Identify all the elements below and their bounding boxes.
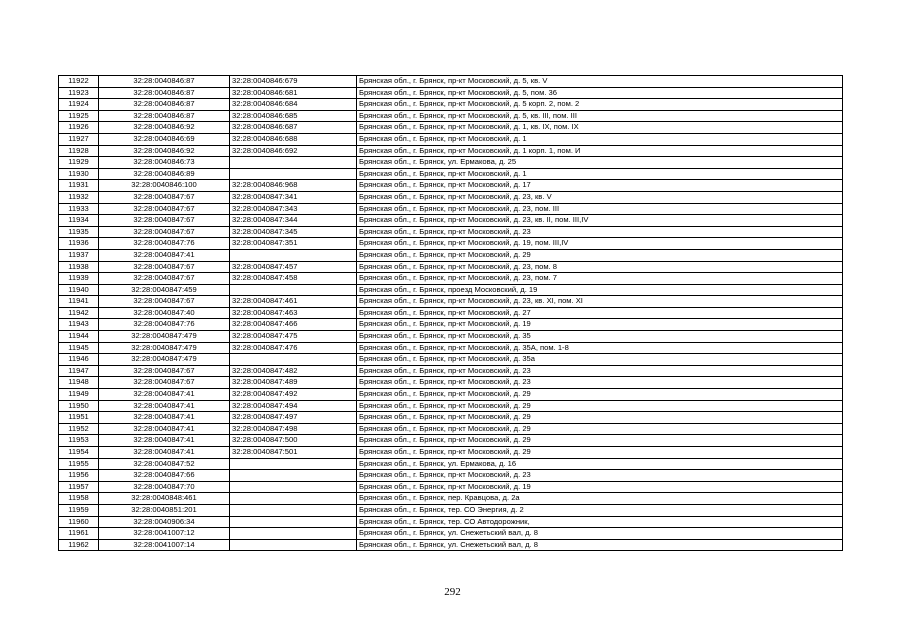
cadastral-number-cell: 32:28:0040847:466	[230, 319, 357, 331]
record-number-cell: 11942	[59, 307, 99, 319]
table-row	[59, 412, 843, 424]
cadastral-number-cell	[230, 504, 357, 516]
cadastral-number-cell	[230, 354, 357, 366]
record-number-cell: 11940	[59, 284, 99, 296]
parent-cadastral-number-cell: 32:28:0040846:87	[99, 76, 230, 88]
cadastral-number-cell	[230, 516, 357, 528]
cadastral-number-cell	[230, 481, 357, 493]
parent-cadastral-number-cell: 32:28:0041007:12	[99, 528, 230, 540]
parent-cadastral-number-cell: 32:28:0040847:479	[99, 331, 230, 343]
table-row	[59, 435, 843, 447]
record-number-cell: 11946	[59, 354, 99, 366]
table-row	[59, 203, 843, 215]
address-cell: Брянская обл., г. Брянск, пр-кт Московский, д. 17	[357, 180, 843, 192]
table-row	[59, 145, 843, 157]
table-row	[59, 447, 843, 459]
parent-cadastral-number-cell: 32:28:0040846:73	[99, 157, 230, 169]
address-cell: Брянская обл., г. Брянск, ул. Снежетьский вал, д. 8	[357, 539, 843, 551]
parent-cadastral-number-cell: 32:28:0040851:201	[99, 504, 230, 516]
address-cell: Брянская обл., г. Брянск, ул. Ермакова, д. 25	[357, 157, 843, 169]
address-cell: Брянская обл., г. Брянск, проезд Московский, д. 19	[357, 284, 843, 296]
address-cell: Брянская обл., г. Брянск, пр-кт Московский, д. 29	[357, 423, 843, 435]
table-row	[59, 331, 843, 343]
parent-cadastral-number-cell: 32:28:0040847:41	[99, 412, 230, 424]
record-number-cell: 11962	[59, 539, 99, 551]
address-cell: Брянская обл., г. Брянск, пр-кт Московский, д. 29	[357, 389, 843, 401]
parent-cadastral-number-cell: 32:28:0040847:41	[99, 400, 230, 412]
record-number-cell: 11953	[59, 435, 99, 447]
parent-cadastral-number-cell: 32:28:0040847:67	[99, 191, 230, 203]
address-cell: Брянская обл., г. Брянск, пр-кт Московский, д. 29	[357, 400, 843, 412]
cadastral-number-cell: 32:28:0040847:501	[230, 447, 357, 459]
address-cell: Брянская обл., г. Брянск, пр-кт Московский, д. 23, пом. III	[357, 203, 843, 215]
address-cell: Брянская обл., г. Брянск, ул. Ермакова, д. 16	[357, 458, 843, 470]
parent-cadastral-number-cell: 32:28:0040847:70	[99, 481, 230, 493]
record-number-cell: 11929	[59, 157, 99, 169]
record-number-cell: 11960	[59, 516, 99, 528]
address-cell: Брянская обл., г. Брянск, пер. Кравцова, д. 2а	[357, 493, 843, 505]
cadastral-number-cell: 32:28:0040847:457	[230, 261, 357, 273]
cadastral-number-cell: 32:28:0040846:692	[230, 145, 357, 157]
address-cell: Брянская обл., г. Брянск, пр-кт Московский, д. 23	[357, 377, 843, 389]
address-cell: Брянская обл., г. Брянск, пр-кт Московский, д. 35а	[357, 354, 843, 366]
table-row	[59, 191, 843, 203]
parent-cadastral-number-cell: 32:28:0040847:67	[99, 377, 230, 389]
record-number-cell: 11930	[59, 168, 99, 180]
record-number-cell: 11959	[59, 504, 99, 516]
cadastral-number-cell: 32:28:0040846:968	[230, 180, 357, 192]
cadastral-number-cell	[230, 249, 357, 261]
table-row	[59, 365, 843, 377]
parent-cadastral-number-cell: 32:28:0040847:67	[99, 226, 230, 238]
address-cell: Брянская обл., г. Брянск, пр-кт Московский, д. 23	[357, 226, 843, 238]
record-number-cell: 11924	[59, 99, 99, 111]
record-number-cell: 11937	[59, 249, 99, 261]
address-cell: Брянская обл., г. Брянск, пр-кт Московский, д. 29	[357, 435, 843, 447]
parent-cadastral-number-cell: 32:28:0040847:41	[99, 389, 230, 401]
cadastral-number-cell: 32:28:0040847:498	[230, 423, 357, 435]
record-number-cell: 11922	[59, 76, 99, 88]
cadastral-number-cell: 32:28:0040846:685	[230, 110, 357, 122]
parent-cadastral-number-cell: 32:28:0040847:459	[99, 284, 230, 296]
table-row	[59, 470, 843, 482]
table-row	[59, 133, 843, 145]
table-row	[59, 481, 843, 493]
cadastral-number-cell: 32:28:0040846:687	[230, 122, 357, 134]
record-number-cell: 11934	[59, 215, 99, 227]
table-row	[59, 319, 843, 331]
address-cell: Брянская обл., г. Брянск, пр-кт Московский, д. 19, пом. III,IV	[357, 238, 843, 250]
cadastral-number-cell	[230, 528, 357, 540]
cadastral-number-cell	[230, 539, 357, 551]
parent-cadastral-number-cell: 32:28:0040847:41	[99, 249, 230, 261]
address-cell: Брянская обл., г. Брянск, пр-кт Московский, д. 23, кв. V	[357, 191, 843, 203]
table-row	[59, 110, 843, 122]
record-number-cell: 11961	[59, 528, 99, 540]
parent-cadastral-number-cell: 32:28:0040847:52	[99, 458, 230, 470]
table-row	[59, 87, 843, 99]
address-cell: Брянская обл., г. Брянск, пр-кт Московский, д. 35А, пом. 1-8	[357, 342, 843, 354]
parent-cadastral-number-cell: 32:28:0040846:100	[99, 180, 230, 192]
parent-cadastral-number-cell: 32:28:0040847:67	[99, 296, 230, 308]
table-row	[59, 122, 843, 134]
address-cell: Брянская обл., г. Брянск, пр-кт Московский, д. 5, пом. 36	[357, 87, 843, 99]
parent-cadastral-number-cell: 32:28:0040906:34	[99, 516, 230, 528]
record-number-cell: 11957	[59, 481, 99, 493]
table-row	[59, 528, 843, 540]
table-row	[59, 539, 843, 551]
table-row	[59, 249, 843, 261]
record-number-cell: 11948	[59, 377, 99, 389]
cadastral-number-cell: 32:28:0040847:492	[230, 389, 357, 401]
record-number-cell: 11941	[59, 296, 99, 308]
cadastral-number-cell: 32:28:0040846:679	[230, 76, 357, 88]
parent-cadastral-number-cell: 32:28:0040846:92	[99, 145, 230, 157]
record-number-cell: 11943	[59, 319, 99, 331]
table-row	[59, 226, 843, 238]
cadastral-number-cell: 32:28:0040847:500	[230, 435, 357, 447]
parent-cadastral-number-cell: 32:28:0040846:87	[99, 110, 230, 122]
record-number-cell: 11936	[59, 238, 99, 250]
parent-cadastral-number-cell: 32:28:0040847:66	[99, 470, 230, 482]
address-cell: Брянская обл., г. Брянск, тер. СО Энергия, д. 2	[357, 504, 843, 516]
table-row	[59, 377, 843, 389]
parent-cadastral-number-cell: 32:28:0040847:41	[99, 435, 230, 447]
record-number-cell: 11933	[59, 203, 99, 215]
address-cell: Брянская обл., г. Брянск, пр-кт Московский, д. 5, кв. III, пом. III	[357, 110, 843, 122]
cadastral-number-cell: 32:28:0040847:482	[230, 365, 357, 377]
table-row	[59, 273, 843, 285]
record-number-cell: 11955	[59, 458, 99, 470]
parent-cadastral-number-cell: 32:28:0040847:76	[99, 238, 230, 250]
cadastral-number-cell: 32:28:0040847:341	[230, 191, 357, 203]
address-cell: Брянская обл., г. Брянск, тер. СО Автодорожник,	[357, 516, 843, 528]
record-number-cell: 11927	[59, 133, 99, 145]
table-row	[59, 180, 843, 192]
cadastral-number-cell: 32:28:0040847:344	[230, 215, 357, 227]
record-number-cell: 11950	[59, 400, 99, 412]
address-cell: Брянская обл., г. Брянск, пр-кт Московский, д. 23, кв. XI, пом. XI	[357, 296, 843, 308]
address-cell: Брянская обл., г. Брянск, пр-кт Московский, д. 29	[357, 412, 843, 424]
table-row	[59, 493, 843, 505]
table-row	[59, 76, 843, 88]
cadastral-number-cell: 32:28:0040847:497	[230, 412, 357, 424]
parent-cadastral-number-cell: 32:28:0040847:67	[99, 365, 230, 377]
record-number-cell: 11939	[59, 273, 99, 285]
record-number-cell: 11954	[59, 447, 99, 459]
record-number-cell: 11926	[59, 122, 99, 134]
address-cell: Брянская обл., г. Брянск, пр-кт Московский, д. 23, пом. 7	[357, 273, 843, 285]
address-cell: Брянская обл., г. Брянск, пр-кт Московский, д. 19	[357, 319, 843, 331]
address-cell: Брянская обл., г. Брянск, ул. Снежетьский вал, д. 8	[357, 528, 843, 540]
record-number-cell: 11949	[59, 389, 99, 401]
record-number-cell: 11958	[59, 493, 99, 505]
table-row	[59, 296, 843, 308]
address-cell: Брянская обл., г. Брянск, пр-кт Московский, д. 1, кв. IX, пом. IX	[357, 122, 843, 134]
parent-cadastral-number-cell: 32:28:0040847:67	[99, 215, 230, 227]
table-row	[59, 238, 843, 250]
address-cell: Брянская обл., г. Брянск, пр-кт Московский, д. 19	[357, 481, 843, 493]
address-cell: Брянская обл., г. Брянск, пр-кт Московский, д. 23, кв. II, пом. III,IV	[357, 215, 843, 227]
page-number: 292	[444, 586, 461, 598]
address-cell: Брянская обл., г. Брянск, пр-кт Московский, д. 1	[357, 168, 843, 180]
parent-cadastral-number-cell: 32:28:0040846:92	[99, 122, 230, 134]
cadastral-number-cell	[230, 458, 357, 470]
record-number-cell: 11956	[59, 470, 99, 482]
cadastral-number-cell: 32:28:0040847:476	[230, 342, 357, 354]
registry-table	[58, 75, 843, 551]
record-number-cell: 11951	[59, 412, 99, 424]
cadastral-number-cell: 32:28:0040847:494	[230, 400, 357, 412]
cadastral-number-cell	[230, 168, 357, 180]
record-number-cell: 11947	[59, 365, 99, 377]
parent-cadastral-number-cell: 32:28:0040847:479	[99, 354, 230, 366]
cadastral-number-cell	[230, 470, 357, 482]
address-cell: Брянская обл., г. Брянск, пр-кт Московский, д. 29	[357, 249, 843, 261]
address-cell: Брянская обл., г. Брянск, пр-кт Московский, д. 5, кв. V	[357, 76, 843, 88]
record-number-cell: 11944	[59, 331, 99, 343]
registry-table-body	[59, 76, 843, 551]
parent-cadastral-number-cell: 32:28:0040846:69	[99, 133, 230, 145]
record-number-cell: 11938	[59, 261, 99, 273]
record-number-cell: 11935	[59, 226, 99, 238]
cadastral-number-cell	[230, 493, 357, 505]
record-number-cell: 11932	[59, 191, 99, 203]
parent-cadastral-number-cell: 32:28:0040847:67	[99, 261, 230, 273]
table-row	[59, 215, 843, 227]
record-number-cell: 11952	[59, 423, 99, 435]
table-row	[59, 284, 843, 296]
cadastral-number-cell: 32:28:0040847:351	[230, 238, 357, 250]
cadastral-number-cell: 32:28:0040847:461	[230, 296, 357, 308]
cadastral-number-cell: 32:28:0040847:345	[230, 226, 357, 238]
address-cell: Брянская обл., г. Брянск, пр-кт Московский, д. 23	[357, 365, 843, 377]
record-number-cell: 11923	[59, 87, 99, 99]
cadastral-number-cell: 32:28:0040847:489	[230, 377, 357, 389]
cadastral-number-cell: 32:28:0040847:475	[230, 331, 357, 343]
parent-cadastral-number-cell: 32:28:0040847:67	[99, 203, 230, 215]
parent-cadastral-number-cell: 32:28:0040848:461	[99, 493, 230, 505]
parent-cadastral-number-cell: 32:28:0040847:479	[99, 342, 230, 354]
cadastral-number-cell	[230, 157, 357, 169]
table-row	[59, 354, 843, 366]
parent-cadastral-number-cell: 32:28:0040847:41	[99, 447, 230, 459]
table-row	[59, 342, 843, 354]
address-cell: Брянская обл., г. Брянск, пр-кт Московский, д. 5 корп. 2, пом. 2	[357, 99, 843, 111]
table-row	[59, 261, 843, 273]
parent-cadastral-number-cell: 32:28:0040847:40	[99, 307, 230, 319]
parent-cadastral-number-cell: 32:28:0040847:76	[99, 319, 230, 331]
table-row	[59, 168, 843, 180]
record-number-cell: 11925	[59, 110, 99, 122]
parent-cadastral-number-cell: 32:28:0041007:14	[99, 539, 230, 551]
cadastral-number-cell: 32:28:0040846:684	[230, 99, 357, 111]
cadastral-number-cell: 32:28:0040846:681	[230, 87, 357, 99]
table-row	[59, 400, 843, 412]
cadastral-number-cell	[230, 284, 357, 296]
table-row	[59, 99, 843, 111]
cadastral-number-cell: 32:28:0040847:343	[230, 203, 357, 215]
record-number-cell: 11931	[59, 180, 99, 192]
record-number-cell: 11945	[59, 342, 99, 354]
table-row	[59, 157, 843, 169]
parent-cadastral-number-cell: 32:28:0040846:89	[99, 168, 230, 180]
cadastral-number-cell: 32:28:0040847:463	[230, 307, 357, 319]
cadastral-number-cell: 32:28:0040846:688	[230, 133, 357, 145]
address-cell: Брянская обл., г. Брянск, пр-кт Московский, д. 23, пом. 8	[357, 261, 843, 273]
table-row	[59, 458, 843, 470]
address-cell: Брянская обл., г. Брянск, пр-кт Московский, д. 35	[357, 331, 843, 343]
table-row	[59, 504, 843, 516]
address-cell: Брянская обл., г. Брянск, пр-кт Московский, д. 23	[357, 470, 843, 482]
record-number-cell: 11928	[59, 145, 99, 157]
address-cell: Брянская обл., г. Брянск, пр-кт Московский, д. 29	[357, 447, 843, 459]
address-cell: Брянская обл., г. Брянск, пр-кт Московский, д. 1	[357, 133, 843, 145]
address-cell: Брянская обл., г. Брянск, пр-кт Московский, д. 27	[357, 307, 843, 319]
table-row	[59, 516, 843, 528]
parent-cadastral-number-cell: 32:28:0040847:67	[99, 273, 230, 285]
table-row	[59, 389, 843, 401]
address-cell: Брянская обл., г. Брянск, пр-кт Московский, д. 1 корп. 1, пом. И	[357, 145, 843, 157]
cadastral-number-cell: 32:28:0040847:458	[230, 273, 357, 285]
parent-cadastral-number-cell: 32:28:0040846:87	[99, 87, 230, 99]
table-row	[59, 423, 843, 435]
parent-cadastral-number-cell: 32:28:0040846:87	[99, 99, 230, 111]
parent-cadastral-number-cell: 32:28:0040847:41	[99, 423, 230, 435]
table-row	[59, 307, 843, 319]
